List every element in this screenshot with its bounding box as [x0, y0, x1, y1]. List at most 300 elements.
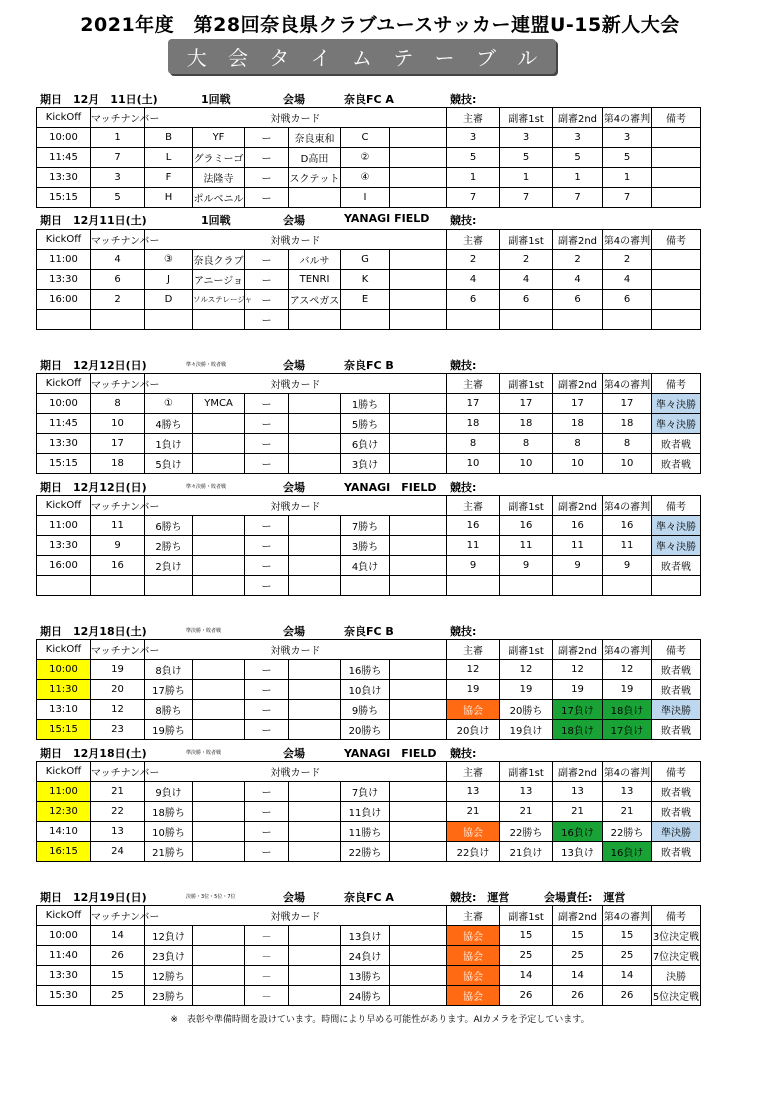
- kickoff-time: 11:00: [37, 250, 91, 270]
- slot-a: 5負け: [145, 454, 193, 474]
- slot-a: ①: [145, 394, 193, 414]
- assistant-referee-1: 7: [500, 188, 553, 208]
- header-ar1: 副審1st: [500, 640, 553, 660]
- kickoff-time: 16:00: [37, 556, 91, 576]
- assistant-referee-1: 3: [500, 128, 553, 148]
- versus-mark: ー: [245, 148, 289, 168]
- header-ar1: 副審1st: [500, 374, 553, 394]
- table-header-row: [37, 230, 701, 250]
- header-ar2: 副審2nd: [553, 762, 603, 782]
- referee: 協会: [447, 926, 500, 946]
- slot-a: 2負け: [145, 556, 193, 576]
- team-b: [289, 720, 341, 740]
- header-ar2: 副審2nd: [553, 230, 603, 250]
- header-match-number: マッチナンバー: [91, 640, 145, 660]
- team-b: [289, 966, 341, 986]
- slot-b: 6負け: [341, 434, 390, 454]
- referee: 1: [447, 168, 500, 188]
- team-a: [193, 434, 245, 454]
- team-b: [289, 394, 341, 414]
- team-a: [193, 454, 245, 474]
- remarks: [652, 168, 701, 188]
- assistant-referee-2: 6: [553, 290, 603, 310]
- table-header-row: [37, 906, 701, 926]
- slot-a: 6勝ち: [145, 516, 193, 536]
- fourth-official: 11: [603, 536, 652, 556]
- versus-mark: ー: [245, 700, 289, 720]
- team-b: [289, 822, 341, 842]
- referee: 9: [447, 556, 500, 576]
- match-number: 4: [91, 250, 145, 270]
- assistant-referee-2: 13: [553, 782, 603, 802]
- referee: 13: [447, 782, 500, 802]
- remarks: 準々決勝: [652, 536, 701, 556]
- assistant-referee-1: 21: [500, 802, 553, 822]
- referee: 2: [447, 250, 500, 270]
- team-a: [193, 782, 245, 802]
- remarks: 敗者戦: [652, 434, 701, 454]
- remarks: 準々決勝: [652, 516, 701, 536]
- referee: 協会: [447, 946, 500, 966]
- header-matchup: 対戦カード: [145, 108, 447, 128]
- slot-a: 21勝ち: [145, 842, 193, 862]
- versus-mark: ー: [245, 434, 289, 454]
- slot-b: 16勝ち: [341, 660, 390, 680]
- assistant-referee-2: 18負け: [553, 720, 603, 740]
- slot-a: 8負け: [145, 660, 193, 680]
- team-a: [193, 822, 245, 842]
- spacer-cell: [390, 148, 447, 168]
- spacer-cell: [390, 128, 447, 148]
- fourth-official: 4: [603, 270, 652, 290]
- spacer-cell: [390, 802, 447, 822]
- team-a: [193, 986, 245, 1006]
- assistant-referee-1: 1: [500, 168, 553, 188]
- tech-label: 競技:: [450, 625, 477, 638]
- assistant-referee-1: 5: [500, 148, 553, 168]
- slot-a: B: [145, 128, 193, 148]
- banner-char: ー: [434, 46, 455, 70]
- assistant-referee-1: 2: [500, 250, 553, 270]
- tech-label: 競技:: [450, 93, 477, 106]
- table-row: [37, 414, 701, 434]
- remarks: [652, 270, 701, 290]
- header-remarks: 備考: [652, 230, 701, 250]
- match-date: 期日 12月12日(日): [40, 481, 147, 494]
- kickoff-time: [37, 310, 91, 330]
- banner-char: テ: [393, 46, 414, 70]
- match-date: 期日 12月 11日(土): [40, 93, 158, 106]
- match-date: 期日 12月12日(日): [40, 359, 147, 372]
- referee: 協会: [447, 986, 500, 1006]
- spacer-cell: [390, 842, 447, 862]
- slot-a: 2勝ち: [145, 536, 193, 556]
- assistant-referee-1: 19: [500, 680, 553, 700]
- tech-label: 競技:: [450, 359, 477, 372]
- fourth-official: 17負け: [603, 720, 652, 740]
- match-date: 期日 12月19日(日): [40, 891, 147, 904]
- table-row: [37, 986, 701, 1006]
- schedule-table: [36, 905, 701, 1006]
- slot-b: 7勝ち: [341, 516, 390, 536]
- header-kickoff: KickOff: [37, 496, 91, 516]
- referee: 3: [447, 128, 500, 148]
- kickoff-time: 13:30: [37, 168, 91, 188]
- assistant-referee-1: 13: [500, 782, 553, 802]
- venue-label: 会場: [283, 891, 305, 904]
- slot-b: G: [341, 250, 390, 270]
- match-number: 8: [91, 394, 145, 414]
- spacer-cell: [390, 414, 447, 434]
- fourth-official: 17: [603, 394, 652, 414]
- fourth-official: 5: [603, 148, 652, 168]
- header-match-number: マッチナンバー: [91, 906, 145, 926]
- assistant-referee-1: 14: [500, 966, 553, 986]
- assistant-referee-2: 8: [553, 434, 603, 454]
- spacer-cell: [390, 394, 447, 414]
- round-label: 1回戦: [201, 214, 231, 227]
- assistant-referee-2: 1: [553, 168, 603, 188]
- kickoff-time: 16:00: [37, 290, 91, 310]
- fourth-official: 6: [603, 290, 652, 310]
- versus-mark: ー: [245, 660, 289, 680]
- assistant-referee-1: 8: [500, 434, 553, 454]
- assistant-referee-2: 17: [553, 394, 603, 414]
- assistant-referee-2: [553, 576, 603, 596]
- team-b: アスペガス: [289, 290, 341, 310]
- versus-mark: ー: [245, 270, 289, 290]
- assistant-referee-1: 17: [500, 394, 553, 414]
- assistant-referee-1: 6: [500, 290, 553, 310]
- team-b: [289, 516, 341, 536]
- remarks: 敗者戦: [652, 802, 701, 822]
- banner-char: ル: [517, 46, 538, 70]
- team-b: [289, 454, 341, 474]
- header-referee: 主審: [447, 374, 500, 394]
- header-referee: 主審: [447, 230, 500, 250]
- assistant-referee-2: 26: [553, 986, 603, 1006]
- slot-a: 10勝ち: [145, 822, 193, 842]
- header-fourth-official: 第4の審判: [603, 640, 652, 660]
- assistant-referee-1: 15: [500, 926, 553, 946]
- slot-b: 13負け: [341, 926, 390, 946]
- referee: [447, 310, 500, 330]
- fourth-official: 3: [603, 128, 652, 148]
- slot-a: D: [145, 290, 193, 310]
- team-b: [289, 188, 341, 208]
- section-header: [36, 887, 700, 905]
- header-kickoff: KickOff: [37, 906, 91, 926]
- team-a: [193, 576, 245, 596]
- assistant-referee-1: 16: [500, 516, 553, 536]
- slot-a: ③: [145, 250, 193, 270]
- spacer-cell: [390, 434, 447, 454]
- team-b: D高田: [289, 148, 341, 168]
- kickoff-time: 15:30: [37, 986, 91, 1006]
- match-number: 15: [91, 966, 145, 986]
- round-label: 1回戦: [201, 93, 231, 106]
- table-row: [37, 556, 701, 576]
- venue-label: 会場: [283, 747, 305, 760]
- slot-b: 24負け: [341, 946, 390, 966]
- slot-b: 10負け: [341, 680, 390, 700]
- match-number: 24: [91, 842, 145, 862]
- header-matchup: 対戦カード: [145, 230, 447, 250]
- kickoff-time: 13:30: [37, 536, 91, 556]
- section-header: [36, 89, 700, 107]
- slot-b: 9勝ち: [341, 700, 390, 720]
- header-ar2: 副審2nd: [553, 640, 603, 660]
- team-b: [289, 576, 341, 596]
- slot-a: [145, 310, 193, 330]
- assistant-referee-2: 2: [553, 250, 603, 270]
- table-row: [37, 270, 701, 290]
- kickoff-time: 15:15: [37, 720, 91, 740]
- round-note: 準々決勝・敗者戦: [186, 484, 227, 490]
- assistant-referee-2: 12: [553, 660, 603, 680]
- team-a: [193, 926, 245, 946]
- assistant-referee-2: 16: [553, 516, 603, 536]
- spacer-cell: [390, 454, 447, 474]
- match-number: 22: [91, 802, 145, 822]
- slot-a: J: [145, 270, 193, 290]
- assistant-referee-1: 11: [500, 536, 553, 556]
- header-match-number: マッチナンバー: [91, 230, 145, 250]
- table-header-row: [37, 762, 701, 782]
- slot-b: 22勝ち: [341, 842, 390, 862]
- slot-a: 1負け: [145, 434, 193, 454]
- kickoff-time: 11:45: [37, 414, 91, 434]
- remarks: 3位決定戦: [652, 926, 701, 946]
- table-row: [37, 680, 701, 700]
- assistant-referee-1: 12: [500, 660, 553, 680]
- fourth-official: 19: [603, 680, 652, 700]
- versus-mark: ー: [245, 842, 289, 862]
- team-b: 奈良東和: [289, 128, 341, 148]
- slot-a: F: [145, 168, 193, 188]
- section-header: [36, 743, 700, 761]
- remarks: 準々決勝: [652, 414, 701, 434]
- match-number: 7: [91, 148, 145, 168]
- header-remarks: 備考: [652, 640, 701, 660]
- table-row: [37, 148, 701, 168]
- header-ar1: 副審1st: [500, 496, 553, 516]
- remarks: 敗者戦: [652, 782, 701, 802]
- referee: 8: [447, 434, 500, 454]
- timetable-banner: [168, 39, 556, 74]
- assistant-referee-1: 9: [500, 556, 553, 576]
- team-a: [193, 536, 245, 556]
- kickoff-time: 11:45: [37, 148, 91, 168]
- slot-b: ②: [341, 148, 390, 168]
- slot-b: 24勝ち: [341, 986, 390, 1006]
- versus-mark: －: [245, 966, 289, 986]
- slot-b: 7負け: [341, 782, 390, 802]
- versus-mark: ー: [245, 128, 289, 148]
- round-note: 準々決勝・敗者戦: [186, 362, 227, 368]
- remarks: 敗者戦: [652, 680, 701, 700]
- slot-b: K: [341, 270, 390, 290]
- header-fourth-official: 第4の審判: [603, 906, 652, 926]
- kickoff-time: 10:00: [37, 926, 91, 946]
- assistant-referee-2: 15: [553, 926, 603, 946]
- tech-label: 競技:: [450, 214, 477, 227]
- banner-char: 大: [186, 46, 207, 70]
- slot-b: 4負け: [341, 556, 390, 576]
- match-number: 12: [91, 700, 145, 720]
- header-referee: 主審: [447, 640, 500, 660]
- table-row: [37, 926, 701, 946]
- spacer-cell: [390, 680, 447, 700]
- team-b: [289, 434, 341, 454]
- fourth-official: 14: [603, 966, 652, 986]
- remarks: [652, 290, 701, 310]
- assistant-referee-2: 3: [553, 128, 603, 148]
- banner-char: ブ: [475, 46, 496, 70]
- fourth-official: [603, 310, 652, 330]
- match-number: [91, 310, 145, 330]
- assistant-referee-2: 18: [553, 414, 603, 434]
- referee: 21: [447, 802, 500, 822]
- round-note: 決勝・3位・5位・7位: [186, 894, 236, 900]
- slot-b: 1勝ち: [341, 394, 390, 414]
- assistant-referee-2: 13負け: [553, 842, 603, 862]
- spacer-cell: [390, 700, 447, 720]
- kickoff-time: 13:30: [37, 270, 91, 290]
- referee: 16: [447, 516, 500, 536]
- match-number: 5: [91, 188, 145, 208]
- team-b: TENRI: [289, 270, 341, 290]
- slot-a: L: [145, 148, 193, 168]
- fourth-official: 13: [603, 782, 652, 802]
- header-matchup: 対戦カード: [145, 906, 447, 926]
- versus-mark: ー: [245, 168, 289, 188]
- slot-a: 17勝ち: [145, 680, 193, 700]
- team-a: [193, 414, 245, 434]
- referee: 協会: [447, 966, 500, 986]
- remarks: 敗者戦: [652, 720, 701, 740]
- slot-b: E: [341, 290, 390, 310]
- match-number: 14: [91, 926, 145, 946]
- header-referee: 主審: [447, 496, 500, 516]
- referee: 17: [447, 394, 500, 414]
- team-a: [193, 842, 245, 862]
- page-title: 2021年度 第28回奈良県クラブユースサッカー連盟U-15新人大会: [80, 14, 680, 36]
- remarks: 5位決定戦: [652, 986, 701, 1006]
- spacer-cell: [390, 290, 447, 310]
- kickoff-time: 13:10: [37, 700, 91, 720]
- assistant-referee-2: 4: [553, 270, 603, 290]
- assistant-referee-2: 9: [553, 556, 603, 576]
- assistant-referee-1: 26: [500, 986, 553, 1006]
- team-a: [193, 700, 245, 720]
- table-header-row: [37, 108, 701, 128]
- versus-mark: ー: [245, 188, 289, 208]
- kickoff-time: [37, 576, 91, 596]
- slot-a: 8勝ち: [145, 700, 193, 720]
- fourth-official: 26: [603, 986, 652, 1006]
- assistant-referee-2: [553, 310, 603, 330]
- fourth-official: 22勝ち: [603, 822, 652, 842]
- referee: 22負け: [447, 842, 500, 862]
- kickoff-time: 12:30: [37, 802, 91, 822]
- assistant-referee-1: [500, 310, 553, 330]
- slot-a: 18勝ち: [145, 802, 193, 822]
- table-row: [37, 576, 701, 596]
- fourth-official: 10: [603, 454, 652, 474]
- header-matchup: 対戦カード: [145, 496, 447, 516]
- slot-a: 9負け: [145, 782, 193, 802]
- versus-mark: －: [245, 946, 289, 966]
- versus-mark: ー: [245, 680, 289, 700]
- venue-name: 奈良FC A: [344, 93, 394, 106]
- match-number: 18: [91, 454, 145, 474]
- versus-mark: ー: [245, 394, 289, 414]
- slot-b: 3勝ち: [341, 536, 390, 556]
- fourth-official: 8: [603, 434, 652, 454]
- match-number: 2: [91, 290, 145, 310]
- referee: 19: [447, 680, 500, 700]
- match-number: 16: [91, 556, 145, 576]
- match-number: 19: [91, 660, 145, 680]
- schedule-table: [36, 373, 701, 474]
- header-fourth-official: 第4の審判: [603, 496, 652, 516]
- header-kickoff: KickOff: [37, 374, 91, 394]
- referee: 18: [447, 414, 500, 434]
- header-remarks: 備考: [652, 762, 701, 782]
- versus-mark: ー: [245, 822, 289, 842]
- referee: 5: [447, 148, 500, 168]
- referee: [447, 576, 500, 596]
- assistant-referee-2: 5: [553, 148, 603, 168]
- spacer-cell: [390, 720, 447, 740]
- table-row: [37, 434, 701, 454]
- header-match-number: マッチナンバー: [91, 374, 145, 394]
- slot-b: 20勝ち: [341, 720, 390, 740]
- kickoff-time: 15:15: [37, 454, 91, 474]
- kickoff-time: 10:00: [37, 660, 91, 680]
- banner-char: ム: [351, 46, 372, 70]
- header-ar2: 副審2nd: [553, 906, 603, 926]
- round-note: 準決勝・敗者戦: [186, 628, 222, 634]
- team-a: [193, 680, 245, 700]
- spacer-cell: [390, 516, 447, 536]
- header-match-number: マッチナンバー: [91, 496, 145, 516]
- slot-a: 12負け: [145, 926, 193, 946]
- fourth-official: 18: [603, 414, 652, 434]
- match-number: 1: [91, 128, 145, 148]
- slot-a: H: [145, 188, 193, 208]
- assistant-referee-2: 19: [553, 680, 603, 700]
- header-match-number: マッチナンバー: [91, 108, 145, 128]
- header-ar1: 副審1st: [500, 762, 553, 782]
- assistant-referee-1: 21負け: [500, 842, 553, 862]
- team-a: 奈良クラブ: [193, 250, 245, 270]
- referee: 6: [447, 290, 500, 310]
- team-a: [193, 310, 245, 330]
- spacer-cell: [390, 966, 447, 986]
- slot-b: [341, 310, 390, 330]
- team-b: [289, 310, 341, 330]
- kickoff-time: 11:00: [37, 782, 91, 802]
- remarks: [652, 148, 701, 168]
- versus-mark: －: [245, 926, 289, 946]
- table-row: [37, 516, 701, 536]
- slot-a: 23勝ち: [145, 986, 193, 1006]
- venue-name: YANAGI FIELD: [344, 481, 437, 494]
- slot-b: ④: [341, 168, 390, 188]
- team-a: ポルベニル: [193, 188, 245, 208]
